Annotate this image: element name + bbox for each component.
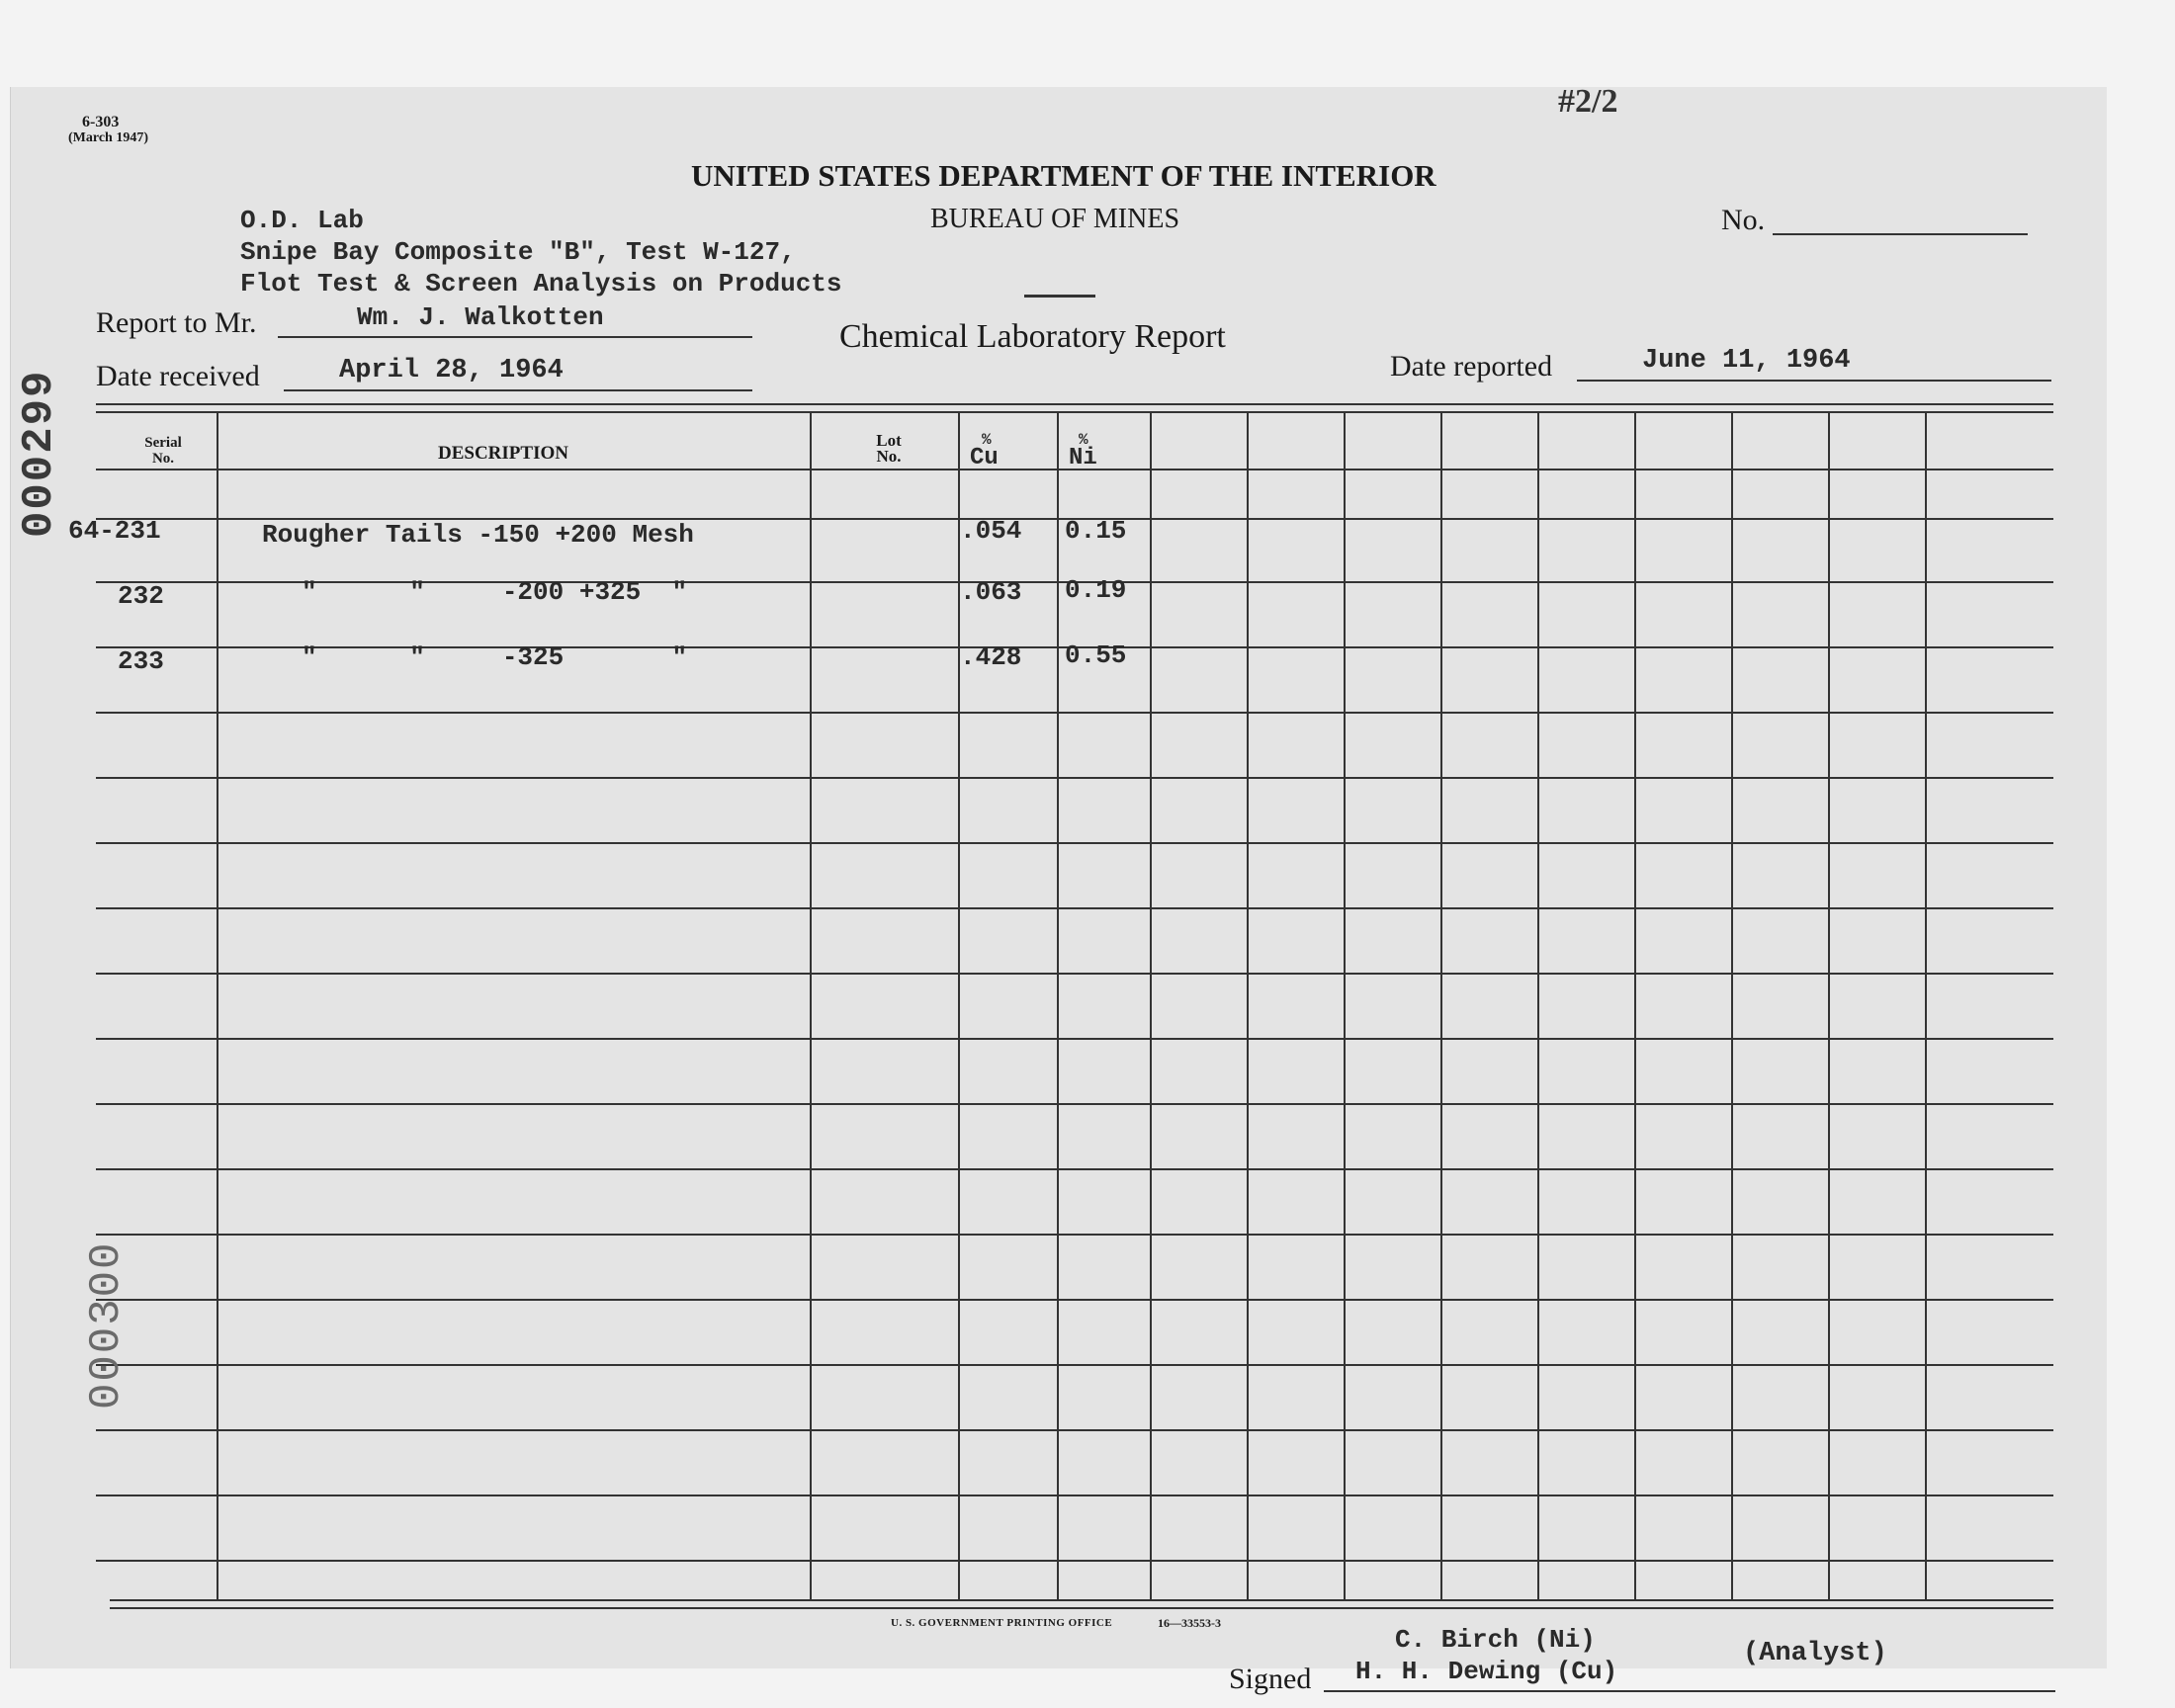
row-rule	[96, 907, 2053, 909]
signature-line	[1324, 1690, 2055, 1692]
row-rule	[96, 842, 2053, 844]
header-serial-no: Serial No.	[144, 435, 182, 467]
row-rule	[96, 712, 2053, 714]
no-label: No.	[1721, 204, 1766, 236]
table-bottom-rule-2	[110, 1607, 2053, 1609]
title-divider	[1024, 295, 1095, 298]
row-rule	[96, 1299, 2053, 1301]
date-received-label: Date received	[96, 360, 260, 392]
lab-info-line-3: Flot Test & Screen Analysis on Products	[240, 269, 842, 299]
row-rule	[96, 1234, 2053, 1236]
report-sheet	[10, 83, 2107, 1695]
header-ni-percent: %	[1079, 431, 1088, 449]
row-rule	[96, 1168, 2053, 1170]
col-divider-ni	[1150, 411, 1152, 1599]
date-received-value: April 28, 1964	[339, 356, 564, 385]
signer-cu: H. H. Dewing (Cu)	[1355, 1657, 1618, 1686]
signed-label: Signed	[1229, 1663, 1312, 1695]
row-3-ni: 0.55	[1065, 640, 1127, 670]
header-description: DESCRIPTION	[438, 443, 568, 464]
table-top-rule-2	[96, 411, 2053, 413]
page-stamp-top: 000299	[15, 369, 64, 538]
col-divider-blank	[1344, 411, 1346, 1599]
row-2-cu: .063	[960, 577, 1022, 607]
col-divider-blank	[1731, 411, 1733, 1599]
bureau-title: BUREAU OF MINES	[930, 204, 1180, 234]
table-bottom-rule-1	[110, 1599, 2053, 1601]
row-1-cu: .054	[960, 516, 1022, 546]
form-number: 6-303	[82, 114, 120, 130]
report-to-value: Wm. J. Walkotten	[357, 302, 604, 332]
row-rule	[96, 1560, 2053, 1562]
row-2-description: " " -200 +325 "	[302, 577, 688, 607]
col-divider-blank	[1925, 411, 1927, 1599]
col-divider-description	[810, 411, 812, 1599]
no-line	[1773, 233, 2028, 235]
printing-code: 16—33553-3	[1158, 1616, 1221, 1630]
row-1-serial: 64-231	[68, 516, 161, 546]
row-1-ni: 0.15	[1065, 516, 1127, 546]
header-cu-percent: %	[982, 431, 992, 449]
header-lot-no: Lot No.	[876, 431, 902, 466]
col-divider-blank	[1247, 411, 1249, 1599]
signer-ni: C. Birch (Ni)	[1395, 1625, 1596, 1655]
report-title: Chemical Laboratory Report	[839, 318, 1226, 355]
row-2-ni: 0.19	[1065, 575, 1127, 605]
date-reported-label: Date reported	[1390, 350, 1553, 383]
row-3-description: " " -325 "	[302, 642, 688, 672]
lab-info-line-1: O.D. Lab	[240, 206, 364, 235]
col-divider-serial	[217, 411, 218, 1599]
row-rule	[96, 973, 2053, 975]
date-reported-value: June 11, 1964	[1642, 346, 1851, 376]
form-revision: (March 1947)	[68, 130, 148, 145]
col-divider-cu	[1057, 411, 1059, 1599]
row-rule	[96, 1103, 2053, 1105]
row-rule	[96, 1494, 2053, 1496]
row-3-serial: 233	[118, 646, 164, 676]
row-rule	[96, 777, 2053, 779]
date-received-line	[284, 389, 752, 391]
row-1-description: Rougher Tails -150 +200 Mesh	[262, 520, 694, 550]
header-ni: Ni	[1069, 445, 1097, 471]
page-marker: #2/2	[1558, 83, 1618, 120]
analyst-label: (Analyst)	[1743, 1639, 1887, 1668]
date-reported-line	[1577, 380, 2051, 382]
header-cu: Cu	[970, 445, 999, 471]
lab-info-line-2: Snipe Bay Composite "B", Test W-127,	[240, 237, 796, 267]
col-divider-blank	[1634, 411, 1636, 1599]
row-rule	[96, 1038, 2053, 1040]
col-divider-blank	[1440, 411, 1442, 1599]
col-divider-blank	[1537, 411, 1539, 1599]
page-stamp-bottom: 000300	[82, 1240, 131, 1409]
table-top-rule-1	[96, 403, 2053, 405]
printing-office: U. S. GOVERNMENT PRINTING OFFICE	[891, 1617, 1113, 1629]
row-rule	[96, 1429, 2053, 1431]
department-title: UNITED STATES DEPARTMENT OF THE INTERIOR	[691, 158, 1436, 193]
col-divider-blank	[1828, 411, 1830, 1599]
report-to-line	[278, 336, 752, 338]
report-to-label: Report to Mr.	[96, 306, 257, 339]
row-rule	[96, 1364, 2053, 1366]
row-2-serial: 232	[118, 581, 164, 611]
row-3-cu: .428	[960, 642, 1022, 672]
